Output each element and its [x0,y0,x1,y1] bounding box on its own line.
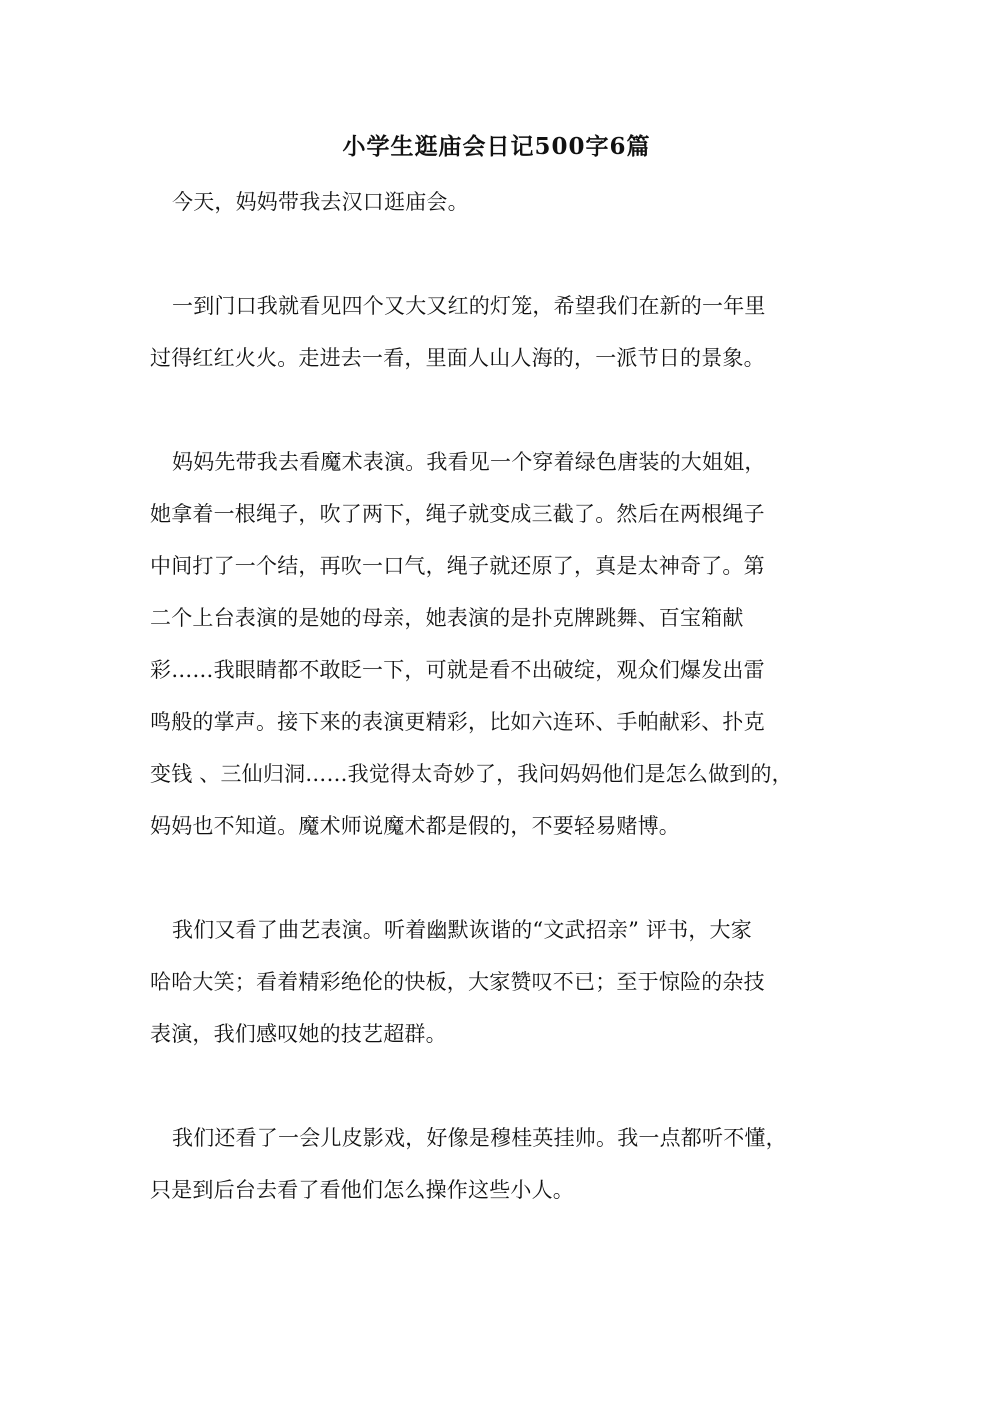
paragraph-5-line-1: 我们还看了一会儿皮影戏，好像是穆桂英挂帅。我一点都听不懂， [172,1126,787,1150]
paragraph-2-line-2: 过得红红火火。走进去一看，里面人山人海的，一派节日的景象。 [150,346,765,370]
paragraph-3-line-1: 妈妈先带我去看魔术表演。我看见一个穿着绿色唐装的大姐姐， [172,450,766,474]
paragraph-3-line-3: 中间打了一个结，再吹一口气，绳子就还原了，真是太神奇了。第 [150,554,765,578]
paragraph-3-line-8: 妈妈也不知道。魔术师说魔术都是假的，不要轻易赌博。 [150,814,680,838]
paragraph-3-line-7: 变钱 、三仙归洞……我觉得太奇妙了，我问妈妈他们是怎么做到的， [150,762,793,786]
paragraph-5-line-2: 只是到后台去看了看他们怎么操作这些小人。 [150,1178,574,1202]
paragraph-4-line-1: 我们又看了曲艺表演。听着幽默诙谐的“文武招亲” 评书，大家 [172,918,752,942]
paragraph-3-line-2: 她拿着一根绳子，吹了两下，绳子就变成三截了。然后在两根绳子 [150,502,765,526]
paragraph-2-line-1: 一到门口我就看见四个又大又红的灯笼，希望我们在新的一年里 [172,294,766,318]
paragraph-1-line-1: 今天，妈妈带我去汉口逛庙会。 [172,190,469,214]
paragraph-4-line-2: 哈哈大笑；看着精彩绝伦的快板，大家赞叹不已；至于惊险的杂技 [150,970,765,994]
paragraph-3-line-6: 鸣般的掌声。接下来的表演更精彩，比如六连环、手帕献彩、扑克 [150,710,765,734]
paragraph-4-line-3: 表演，我们感叹她的技艺超群。 [150,1022,447,1046]
document-title: 小学生逛庙会日记500字6篇 [342,133,651,160]
paragraph-3-line-4: 二个上台表演的是她的母亲，她表演的是扑克牌跳舞、百宝箱献 [150,606,744,630]
paragraph-3-line-5: 彩……我眼睛都不敢眨一下，可就是看不出破绽，观众们爆发出雷 [150,658,765,682]
